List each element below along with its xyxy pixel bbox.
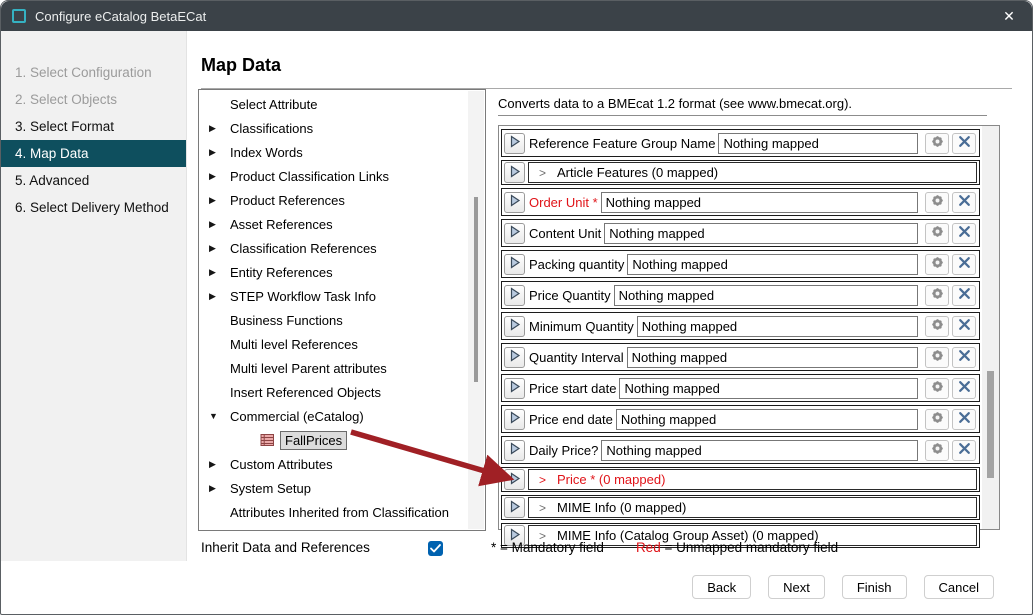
clear-mapping-button[interactable] <box>952 223 976 244</box>
cancel-button[interactable]: Cancel <box>924 575 994 599</box>
tree-item-insert-referenced-objects[interactable] <box>199 380 485 404</box>
tree-item-label: Entity References <box>230 264 333 280</box>
row-label: Price Quantity <box>529 287 611 303</box>
mapping-row-daily-price <box>501 436 980 464</box>
clear-x-icon <box>958 194 971 210</box>
row-expander-button[interactable] <box>504 162 525 183</box>
mapping-row-reference-feature-group-name <box>501 129 980 157</box>
inherit-data-label: Inherit Data and References <box>201 540 370 555</box>
back-button[interactable]: Back <box>692 575 751 599</box>
tree-collapsed-icon[interactable]: ▶ <box>209 194 216 205</box>
clear-x-icon <box>958 349 971 365</box>
row-label: Minimum Quantity <box>529 318 634 334</box>
close-icon: ✕ <box>1003 7 1015 24</box>
gear-icon <box>930 410 945 428</box>
tree-item-label: Attributes Inherited from Classification <box>230 504 449 520</box>
attribute-tree-panel <box>198 89 486 531</box>
configure-mapping-button[interactable] <box>925 409 949 430</box>
tree-item-classifications[interactable] <box>199 116 485 140</box>
tree-item-step-workflow-task-info[interactable] <box>199 284 485 308</box>
inherit-data-checkbox[interactable] <box>428 541 443 556</box>
tree-item-attributes-inherited-from-classification[interactable] <box>199 500 485 524</box>
play-triangle-icon <box>507 441 522 459</box>
mapping-row-article-features-0-mapped <box>501 160 980 185</box>
row-label: Reference Feature Group Name <box>529 135 716 151</box>
clear-mapping-button[interactable] <box>952 254 976 275</box>
configure-mapping-button[interactable] <box>925 347 949 368</box>
clear-mapping-button[interactable] <box>952 409 976 430</box>
tree-item-label: Classification References <box>230 240 377 256</box>
row-label: Price start date <box>529 380 617 396</box>
row-expander-button[interactable] <box>504 409 525 430</box>
tree-collapsed-icon[interactable]: ▶ <box>209 482 216 493</box>
mapping-row-minimum-quantity <box>501 312 980 340</box>
chevron-right-icon: > <box>539 472 547 487</box>
clear-mapping-button[interactable] <box>952 316 976 337</box>
row-label: Daily Price? <box>529 442 599 458</box>
tree-item-label: Product References <box>230 192 345 208</box>
row-label: Content Unit <box>529 225 602 241</box>
mapping-row-quantity-interval <box>501 343 980 371</box>
mapping-list-panel <box>498 125 1000 543</box>
tree-item-label: Product Classification Links <box>230 168 389 184</box>
tree-scrollbar[interactable] <box>468 91 484 529</box>
gear-icon <box>930 379 945 397</box>
tree-item-multi-level-references[interactable] <box>199 332 485 356</box>
tree-item-label: Asset References <box>230 216 333 232</box>
tree-collapsed-icon[interactable]: ▶ <box>209 242 216 253</box>
mapping-row-content-unit <box>501 219 980 247</box>
mapping-scrollbar[interactable] <box>982 126 999 529</box>
mapping-rows <box>499 126 982 551</box>
tree-item-label: Select Attribute <box>230 96 318 112</box>
gear-icon <box>930 255 945 273</box>
tree-item-label: Multi level References <box>230 336 358 352</box>
row-expander-button[interactable] <box>504 133 525 154</box>
row-label: Order Unit * <box>529 194 598 210</box>
configure-mapping-button[interactable] <box>925 440 949 461</box>
row-expander-button[interactable] <box>504 316 525 337</box>
row-expander-button[interactable] <box>504 469 525 490</box>
play-triangle-icon <box>507 410 522 428</box>
sidebar-step-advanced[interactable]: 5. Advanced <box>15 173 90 188</box>
group-row-box[interactable] <box>528 497 977 518</box>
clear-mapping-button[interactable] <box>952 440 976 461</box>
chevron-right-icon: > <box>539 165 547 180</box>
group-row-label: Price * (0 mapped) <box>557 472 666 487</box>
play-triangle-icon <box>507 255 522 273</box>
tree-item-select-attribute[interactable] <box>199 92 485 116</box>
configure-mapping-button[interactable] <box>925 316 949 337</box>
tree-collapsed-icon[interactable]: ▶ <box>209 122 216 133</box>
chevron-right-icon: > <box>539 528 547 543</box>
next-button[interactable]: Next <box>768 575 825 599</box>
legend-red-text: = Unmapped mandatory field <box>660 540 839 555</box>
tree-item-label: Classifications <box>230 120 314 136</box>
gear-icon <box>930 193 945 211</box>
gear-icon <box>930 317 945 335</box>
play-triangle-icon <box>507 224 522 242</box>
tree-item-label: Index Words <box>230 144 303 160</box>
row-label: Quantity Interval <box>529 349 624 365</box>
clear-x-icon <box>958 442 971 458</box>
mapping-value-input[interactable] <box>718 133 918 154</box>
tree-collapsed-icon[interactable]: ▶ <box>209 458 216 469</box>
row-expander-button[interactable] <box>504 223 525 244</box>
gear-icon <box>930 134 945 152</box>
gear-icon <box>930 286 945 304</box>
tree-item-label: Commercial (eCatalog) <box>230 408 364 424</box>
description-separator <box>498 115 987 116</box>
legend <box>491 540 838 555</box>
configure-mapping-button[interactable] <box>925 254 949 275</box>
play-triangle-icon <box>507 348 522 366</box>
row-expander-button[interactable] <box>504 192 525 213</box>
tree-item-entity-references[interactable] <box>199 260 485 284</box>
tree-expanded-icon[interactable]: ▼ <box>209 411 218 421</box>
mapping-value-input[interactable] <box>637 316 918 337</box>
tree-item-label: STEP Workflow Task Info <box>230 288 376 304</box>
tree-item-index-words[interactable] <box>199 140 485 164</box>
clear-mapping-button[interactable] <box>952 347 976 368</box>
mapping-row-packing-quantity <box>501 250 980 278</box>
mapping-row-price-end-date <box>501 405 980 433</box>
group-row-box[interactable] <box>528 469 977 490</box>
page-title: Map Data <box>201 55 282 75</box>
play-triangle-icon <box>507 499 522 517</box>
legend-red-word: Red <box>635 540 661 555</box>
clear-x-icon <box>958 380 971 396</box>
dialog-buttons <box>692 575 994 599</box>
row-expander-button[interactable] <box>504 378 525 399</box>
gear-icon <box>930 441 945 459</box>
mapping-value-input[interactable] <box>604 223 918 244</box>
tree-collapsed-icon[interactable]: ▶ <box>209 170 216 181</box>
tree-item-asset-references[interactable] <box>199 212 485 236</box>
mapping-row-order-unit <box>501 188 980 216</box>
clear-x-icon <box>958 411 971 427</box>
configure-mapping-button[interactable] <box>925 223 949 244</box>
tree-item-business-functions[interactable] <box>199 308 485 332</box>
row-expander-button[interactable] <box>504 440 525 461</box>
mapping-scrollbar-thumb[interactable] <box>987 371 994 478</box>
sidebar-step-select-format[interactable]: 3. Select Format <box>15 119 115 134</box>
clear-x-icon <box>958 287 971 303</box>
mapping-value-input[interactable] <box>627 254 918 275</box>
tree-item-product-references[interactable] <box>199 188 485 212</box>
tree-item-label: Custom Attributes <box>230 456 333 472</box>
tree-item-label: FallPrices <box>280 431 347 450</box>
play-triangle-icon <box>507 286 522 304</box>
tree-item-label: Multi level Parent attributes <box>230 360 387 376</box>
configure-mapping-button[interactable] <box>925 285 949 306</box>
tree-item-commercial-ecatalog[interactable] <box>199 404 485 428</box>
sidebar-step-select-configuration[interactable]: 1. Select Configuration <box>15 65 152 80</box>
mapping-row-price-0-mapped <box>501 467 980 492</box>
row-expander-button[interactable] <box>504 347 525 368</box>
clear-mapping-button[interactable] <box>952 133 976 154</box>
tree-collapsed-icon[interactable]: ▶ <box>209 266 216 277</box>
configure-mapping-button[interactable] <box>925 192 949 213</box>
configure-mapping-button[interactable] <box>925 133 949 154</box>
clear-mapping-button[interactable] <box>952 192 976 213</box>
configure-mapping-button[interactable] <box>925 378 949 399</box>
window-title: Configure eCatalog BetaECat <box>35 8 207 24</box>
tree-item-product-classification-links[interactable] <box>199 164 485 188</box>
tree-item-fallprices[interactable] <box>199 428 485 452</box>
clear-x-icon <box>958 318 971 334</box>
mapping-row-mime-info-0-mapped <box>501 495 980 520</box>
gear-icon <box>930 348 945 366</box>
play-triangle-icon <box>507 134 522 152</box>
sidebar-step-select-objects[interactable]: 2. Select Objects <box>15 92 118 107</box>
row-label: Price end date <box>529 411 613 427</box>
tree-collapsed-icon[interactable]: ▶ <box>209 290 216 301</box>
group-row-label: MIME Info (Catalog Group Asset) (0 mapped) <box>557 528 819 543</box>
tree-scrollbar-thumb[interactable] <box>474 197 478 382</box>
clear-x-icon <box>958 135 971 151</box>
mapping-row-price-quantity <box>501 281 980 309</box>
tree-collapsed-icon[interactable]: ▶ <box>209 146 216 157</box>
finish-button[interactable]: Finish <box>842 575 907 599</box>
mapping-value-input[interactable] <box>619 378 918 399</box>
title-bar <box>1 1 1032 31</box>
mapping-value-input[interactable] <box>616 409 918 430</box>
tree-collapsed-icon[interactable]: ▶ <box>209 218 216 229</box>
row-label: Packing quantity <box>529 256 625 272</box>
play-triangle-icon <box>507 317 522 335</box>
play-triangle-icon <box>507 471 522 489</box>
mapping-value-input[interactable] <box>627 347 918 368</box>
row-expander-button[interactable] <box>504 285 525 306</box>
row-expander-button[interactable] <box>504 497 525 518</box>
tree-item-custom-attributes[interactable] <box>199 452 485 476</box>
clear-x-icon <box>958 256 971 272</box>
mapping-row-price-start-date <box>501 374 980 402</box>
play-triangle-icon <box>507 193 522 211</box>
row-expander-button[interactable] <box>504 254 525 275</box>
group-row-box[interactable] <box>528 162 977 183</box>
tree-item-label: Business Functions <box>230 312 343 328</box>
gear-icon <box>930 224 945 242</box>
attribute-tree <box>199 92 485 524</box>
app-icon <box>12 9 26 23</box>
legend-mandatory: * = Mandatory field <box>491 540 604 555</box>
mapping-value-input[interactable] <box>601 192 918 213</box>
tree-item-classification-references[interactable] <box>199 236 485 260</box>
tree-item-system-setup[interactable] <box>199 476 485 500</box>
clear-mapping-button[interactable] <box>952 378 976 399</box>
tree-item-multi-level-parent-attributes[interactable] <box>199 356 485 380</box>
mapping-value-input[interactable] <box>601 440 918 461</box>
sidebar-step-map-data[interactable]: 4. Map Data <box>1 140 186 167</box>
format-description: Converts data to a BMEcat 1.2 format (see www.bmecat.org). <box>498 96 853 111</box>
clear-x-icon <box>958 225 971 241</box>
wizard-steps-sidebar <box>1 31 187 561</box>
mapping-value-input[interactable] <box>614 285 918 306</box>
play-triangle-icon <box>507 164 522 182</box>
chevron-right-icon: > <box>539 500 547 515</box>
clear-mapping-button[interactable] <box>952 285 976 306</box>
check-icon <box>430 544 441 553</box>
group-row-label: Article Features (0 mapped) <box>557 165 719 180</box>
play-triangle-icon <box>507 379 522 397</box>
group-row-label: MIME Info (0 mapped) <box>557 500 687 515</box>
tree-item-label: System Setup <box>230 480 311 496</box>
close-button[interactable] <box>992 1 1026 31</box>
price-table-icon <box>260 433 277 447</box>
sidebar-step-select-delivery-method[interactable]: 6. Select Delivery Method <box>15 200 169 215</box>
tree-item-label: Insert Referenced Objects <box>230 384 382 400</box>
